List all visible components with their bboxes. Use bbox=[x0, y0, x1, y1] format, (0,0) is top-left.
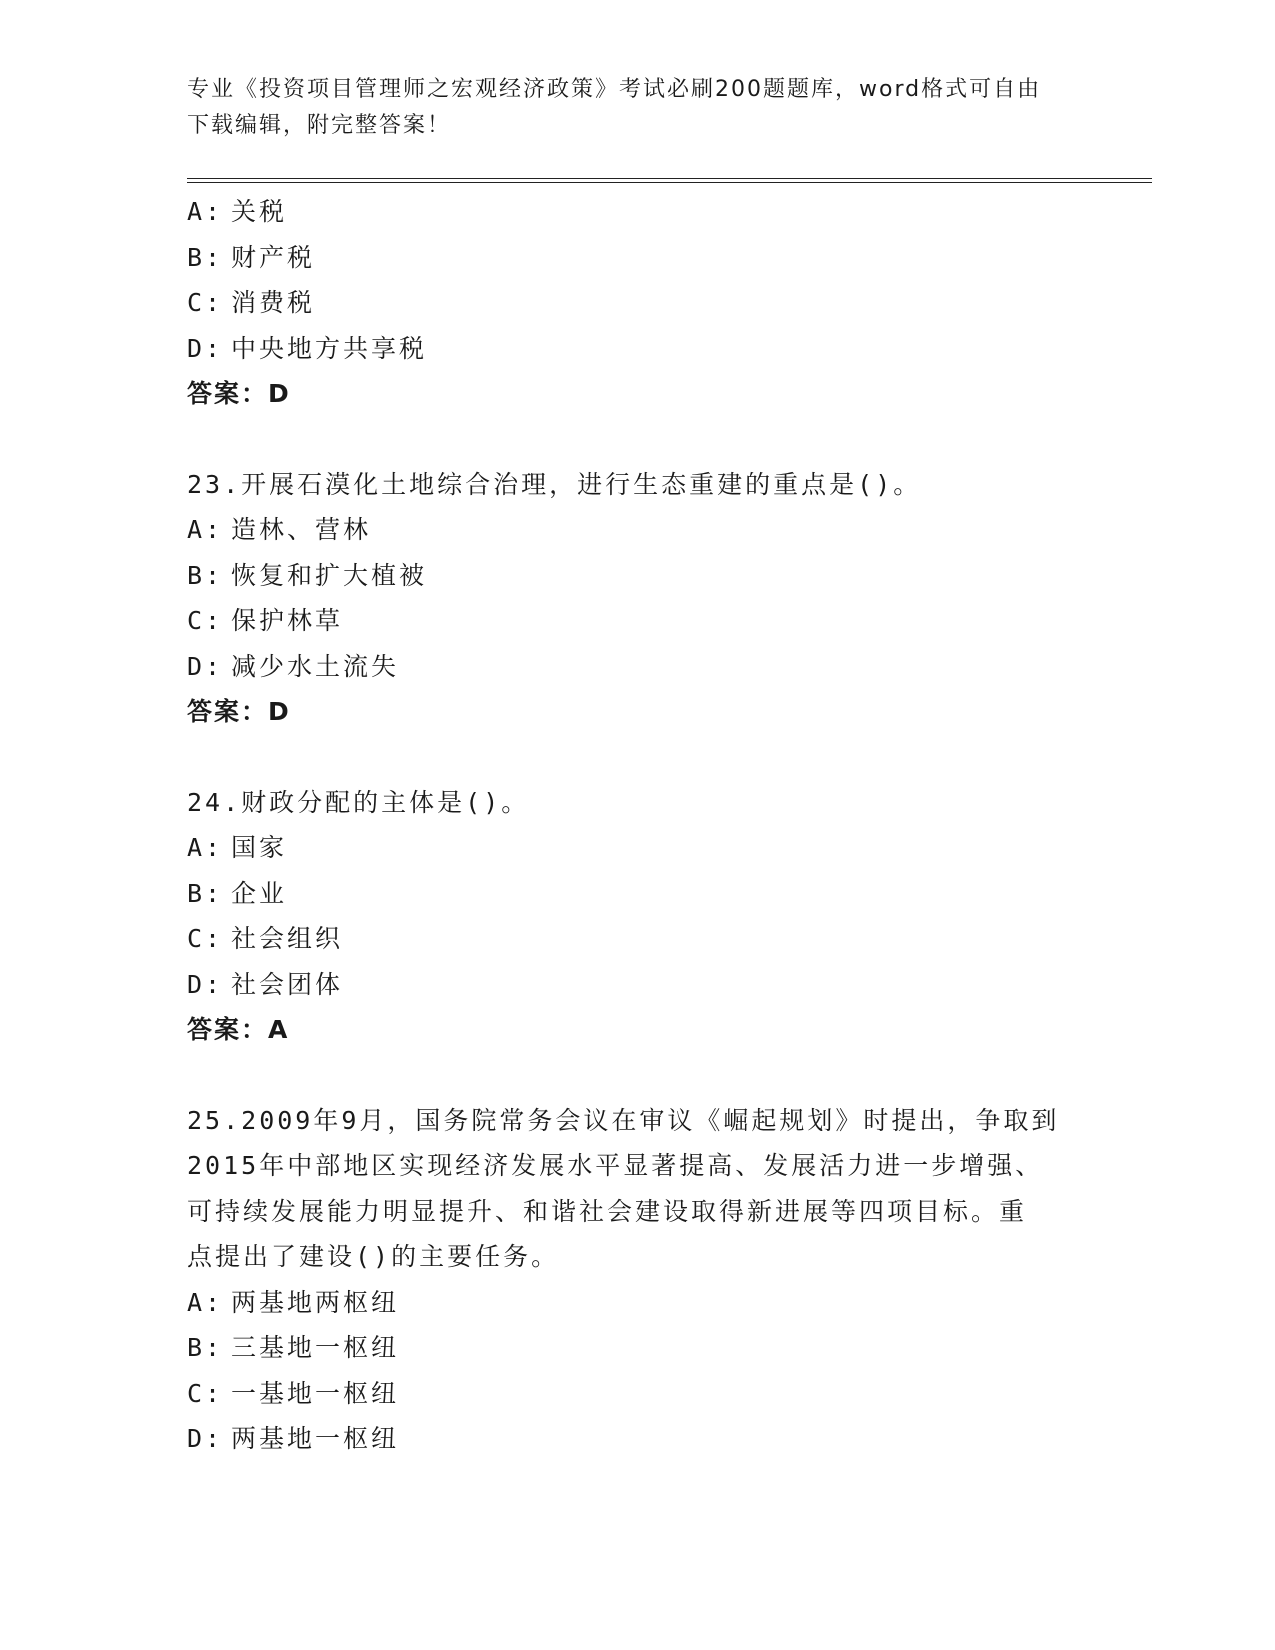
option-text: 恢复和扩大植被 bbox=[231, 560, 428, 590]
option-label: C: bbox=[187, 924, 224, 953]
question-25 bbox=[187, 1098, 1087, 1462]
option-text: 社会团体 bbox=[231, 969, 344, 999]
option-b bbox=[187, 553, 1087, 599]
option-label: C: bbox=[187, 606, 224, 635]
question-stem-line-4: 点提出了建设()的主要任务。 bbox=[187, 1242, 560, 1271]
question-stem-line-3: 可持续发展能力明显提升、和谐社会建设取得新进展等四项目标。重 bbox=[187, 1196, 1028, 1226]
answer-line: 答案：A bbox=[187, 1015, 290, 1044]
answer-line: 答案：D bbox=[187, 697, 291, 726]
option-text: 中央地方共享税 bbox=[231, 333, 428, 363]
option-text: 社会组织 bbox=[231, 924, 344, 953]
option-d bbox=[187, 644, 1087, 690]
option-label: B: bbox=[187, 878, 224, 908]
option-text: 企业 bbox=[231, 878, 288, 908]
option-label: B: bbox=[187, 242, 224, 272]
option-b bbox=[187, 1325, 1087, 1371]
option-text: 两基地一枢纽 bbox=[231, 1424, 400, 1453]
option-label: A: bbox=[187, 197, 224, 226]
option-label: A: bbox=[187, 1287, 224, 1317]
option-label: D: bbox=[187, 333, 224, 363]
option-text: 关税 bbox=[231, 197, 288, 226]
option-text: 消费税 bbox=[231, 288, 316, 317]
option-text: 两基地两枢纽 bbox=[231, 1287, 400, 1317]
option-b bbox=[187, 871, 1087, 917]
option-text: 财产税 bbox=[231, 242, 316, 272]
option-text: 造林、营林 bbox=[231, 515, 372, 544]
option-label: D: bbox=[187, 651, 224, 681]
document-header bbox=[187, 72, 1067, 144]
option-c bbox=[187, 598, 1087, 644]
option-c bbox=[187, 1371, 1087, 1417]
option-c bbox=[187, 280, 1087, 326]
option-text: 一基地一枢纽 bbox=[231, 1378, 400, 1408]
option-label: A: bbox=[187, 833, 224, 862]
option-label: C: bbox=[187, 288, 224, 317]
option-label: A: bbox=[187, 515, 224, 544]
header-line-1: 专业《投资项目管理师之宏观经济政策》考试必刷200题题库，word格式可自由 bbox=[187, 77, 1042, 102]
question-stem-line-2: 2015年中部地区实现经济发展水平显著提高、发展活力进一步增强、 bbox=[187, 1151, 1044, 1180]
option-label: B: bbox=[187, 560, 224, 590]
option-c bbox=[187, 916, 1087, 962]
option-d bbox=[187, 1416, 1087, 1462]
option-a bbox=[187, 825, 1087, 871]
header-line-2: 下载编辑，附完整答案！ bbox=[187, 113, 452, 138]
question-stem: 23.开展石漠化土地综合治理，进行生态重建的重点是()。 bbox=[187, 469, 922, 499]
question-23 bbox=[187, 462, 1087, 735]
option-text: 三基地一枢纽 bbox=[231, 1333, 400, 1362]
option-d bbox=[187, 962, 1087, 1008]
option-a bbox=[187, 507, 1087, 553]
answer-line: 答案：D bbox=[187, 379, 291, 408]
option-b bbox=[187, 235, 1087, 281]
option-text: 减少水土流失 bbox=[231, 651, 400, 681]
question-stem-line-1: 25.2009年9月，国务院常务会议在审议《崛起规划》时提出，争取到 bbox=[187, 1105, 1060, 1135]
option-a bbox=[187, 1280, 1087, 1326]
option-label: B: bbox=[187, 1333, 224, 1362]
option-d bbox=[187, 326, 1087, 372]
option-text: 国家 bbox=[231, 833, 288, 862]
question-24 bbox=[187, 780, 1087, 1053]
option-label: C: bbox=[187, 1378, 224, 1408]
option-label: D: bbox=[187, 1424, 224, 1453]
option-a bbox=[187, 189, 1087, 235]
header-divider bbox=[187, 178, 1152, 183]
question-list bbox=[187, 189, 1087, 1462]
question-stem: 24.财政分配的主体是()。 bbox=[187, 787, 530, 817]
question-22 bbox=[187, 189, 1087, 417]
option-label: D: bbox=[187, 969, 224, 999]
option-text: 保护林草 bbox=[231, 606, 344, 635]
